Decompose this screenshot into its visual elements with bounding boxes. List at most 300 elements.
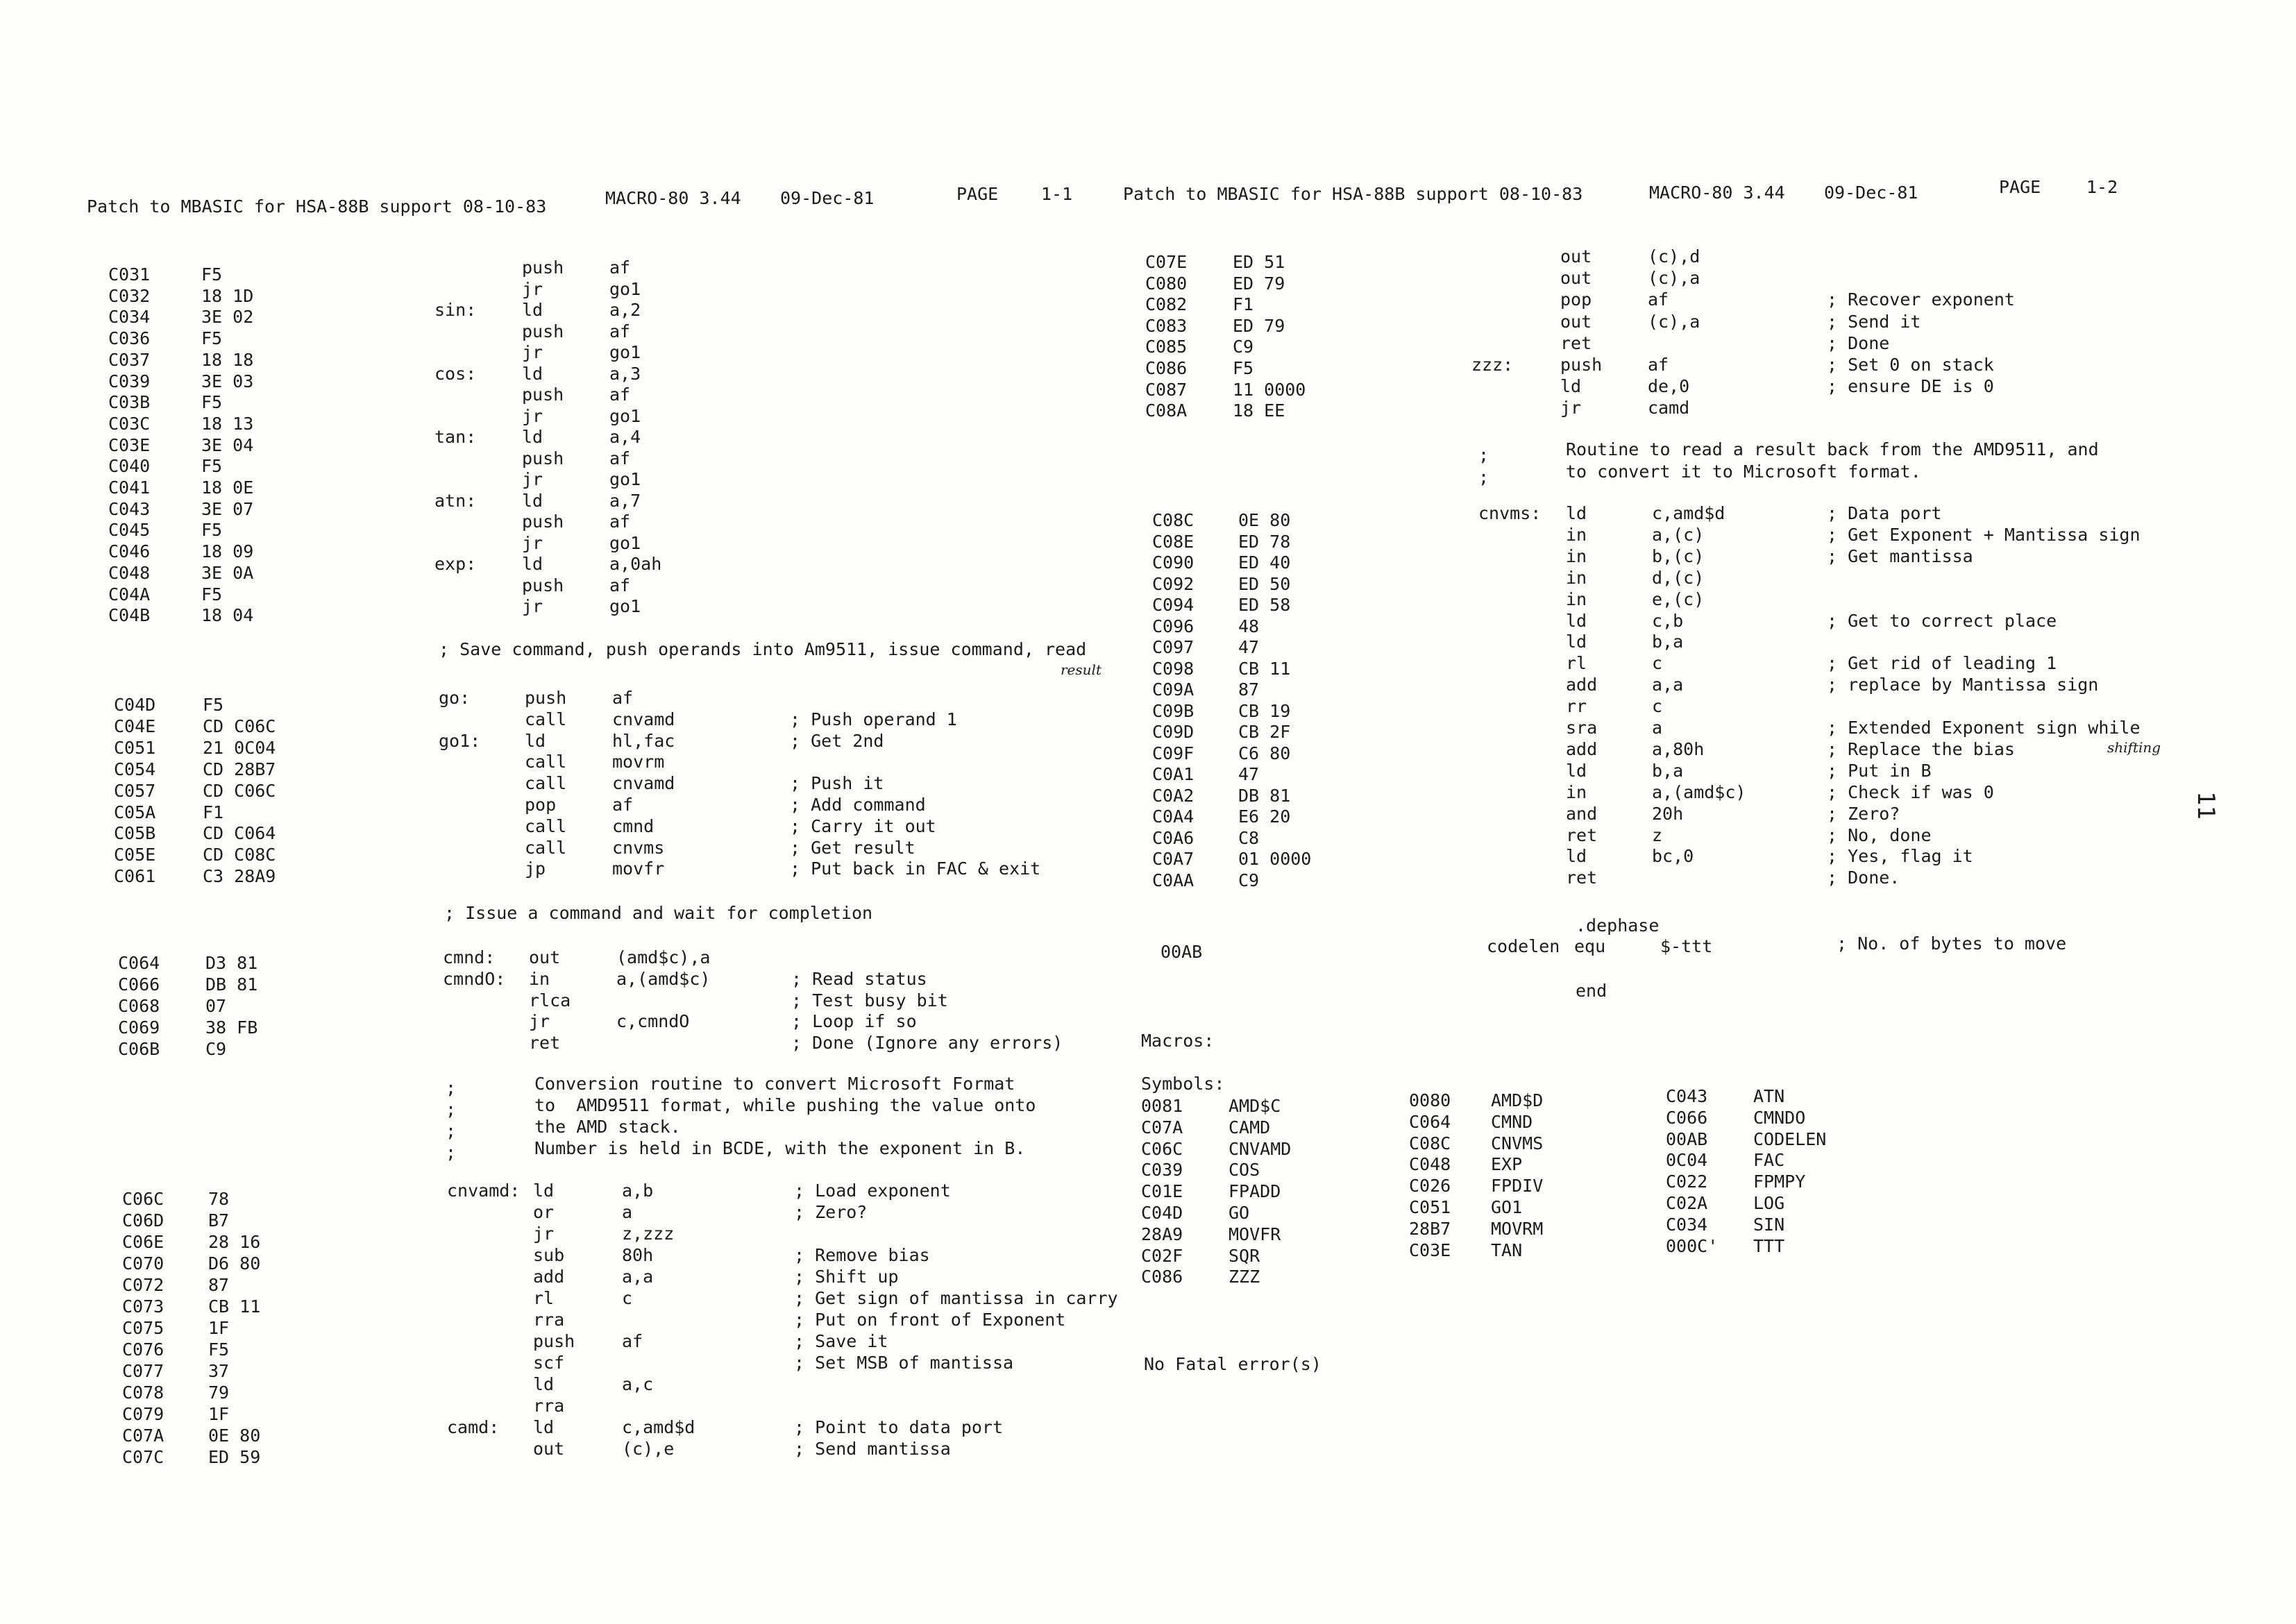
page2-page-number: 1-2	[2086, 177, 2118, 197]
address-cell: C05B	[114, 823, 156, 844]
object-code-cell: F5	[208, 1339, 230, 1360]
object-code-cell: ED 59	[208, 1447, 261, 1467]
mnemonic: in	[1566, 567, 1587, 588]
address-cell: C06E	[122, 1232, 164, 1252]
address-cell: C054	[114, 759, 156, 779]
object-code-cell: ED 78	[1238, 531, 1291, 552]
line-comment: ; Get sign of mantissa in carry	[794, 1288, 1118, 1308]
symbol-value: C051	[1409, 1197, 1451, 1217]
operand: af	[612, 688, 634, 708]
object-code-cell: 1F	[208, 1318, 230, 1338]
address-cell: C040	[108, 456, 151, 477]
operand: 80h	[622, 1245, 654, 1265]
address-cell: C086	[1145, 358, 1188, 378]
symbol-name: SIN	[1753, 1214, 1785, 1235]
object-code-cell: CB 11	[208, 1296, 261, 1317]
address-cell: C06B	[118, 1039, 160, 1059]
object-code-cell: 3E 02	[201, 307, 254, 328]
symbol-value: 000C'	[1666, 1235, 1719, 1256]
address-cell: C046	[108, 541, 151, 562]
operand: cnvamd	[612, 773, 675, 794]
source-label: go:	[439, 688, 471, 708]
symbol-name: ATN	[1753, 1086, 1785, 1106]
address-cell: C07A	[122, 1426, 164, 1446]
line-comment: ; Check if was 0	[1827, 781, 1994, 802]
symbol-name: LOG	[1753, 1193, 1785, 1213]
comment-conversion-line1: Conversion routine to convert Microsoft Format	[534, 1074, 1015, 1094]
mnemonic: ld	[533, 1417, 555, 1437]
operand: (c),d	[1648, 246, 1700, 267]
line-comment: ; Read status	[791, 968, 927, 989]
mnemonic: push	[533, 1331, 575, 1351]
operand: c,cmndO	[616, 1011, 690, 1032]
object-code-cell: E6 20	[1238, 806, 1291, 827]
operand: (c),a	[1648, 268, 1700, 289]
address-cell: C072	[122, 1275, 164, 1295]
dephase-directive: .dephase	[1576, 915, 1660, 936]
line-comment: ; Push operand 1	[790, 709, 957, 729]
page1-date: 09-Dec-81	[780, 188, 875, 208]
page2-date: 09-Dec-81	[1824, 183, 1918, 203]
mnemonic: push	[522, 257, 564, 278]
address-cell: C096	[1152, 616, 1195, 636]
address-cell: C039	[108, 371, 151, 391]
mnemonic: push	[522, 448, 564, 468]
mnemonic: ld	[1560, 376, 1582, 397]
address-cell: C098	[1152, 658, 1195, 679]
object-code-cell: 87	[1238, 679, 1260, 700]
line-comment: ; Set 0 on stack	[1827, 355, 1994, 375]
operand: (c),a	[1648, 311, 1700, 332]
operand: movrm	[612, 752, 665, 772]
object-code-cell: CB 19	[1238, 700, 1291, 721]
macros-label: Macros:	[1141, 1031, 1215, 1051]
mnemonic: pop	[1560, 289, 1592, 310]
mnemonic: ret	[1566, 868, 1598, 888]
symbol-name: EXP	[1491, 1154, 1523, 1175]
operand: a,(amd$c)	[1652, 781, 1746, 802]
mnemonic: scf	[533, 1353, 565, 1373]
address-cell: C083	[1145, 315, 1188, 336]
mnemonic: push	[522, 575, 564, 595]
object-code-cell: 28 16	[208, 1232, 261, 1252]
symbol-name: CNVAMD	[1229, 1138, 1292, 1159]
symbol-value: C03E	[1409, 1240, 1451, 1260]
comment-semicolon: ;	[446, 1142, 457, 1162]
mnemonic: in	[1566, 781, 1587, 802]
line-comment: ; Data port	[1827, 503, 1942, 523]
mnemonic: add	[1566, 675, 1598, 695]
operand: a	[622, 1202, 633, 1222]
mnemonic: call	[525, 752, 567, 772]
operand: af	[609, 511, 631, 532]
symbol-name: FAC	[1753, 1150, 1785, 1171]
mnemonic: in	[1566, 589, 1587, 609]
operand: go1	[609, 469, 641, 489]
operand: c,b	[1652, 610, 1684, 631]
line-comment: ; Add command	[790, 795, 926, 815]
object-code-cell: B7	[208, 1210, 230, 1230]
object-code-cell: 47	[1238, 764, 1260, 784]
address-cell: C03E	[108, 434, 151, 455]
address-cell: C032	[108, 285, 151, 306]
symbol-value: C02F	[1141, 1245, 1183, 1266]
line-comment: ; Save it	[794, 1331, 888, 1351]
comment-semicolon: ;	[446, 1121, 457, 1141]
symbol-value: C02A	[1666, 1193, 1708, 1213]
object-code-cell: C3 28A9	[203, 866, 276, 887]
object-code-cell: 0E 80	[208, 1426, 261, 1446]
page2-title: Patch to MBASIC for HSA-88B support 08-10-83	[1123, 184, 1583, 204]
line-comment: ; Replace the bias	[1827, 738, 2015, 759]
operand: go1	[609, 342, 641, 362]
object-code-cell: F5	[1233, 358, 1254, 378]
mnemonic: jr	[529, 1011, 550, 1032]
symbol-value: 28B7	[1409, 1218, 1451, 1239]
operand: d,(c)	[1652, 567, 1705, 588]
symbol-name: COS	[1229, 1160, 1260, 1181]
operand: c,amd$d	[1652, 503, 1725, 523]
operand: go1	[609, 405, 641, 426]
line-comment: ; Done (Ignore any errors)	[791, 1033, 1063, 1054]
mnemonic: ld	[1566, 610, 1587, 631]
object-code-cell: F5	[201, 520, 223, 541]
operand: c	[622, 1288, 633, 1308]
line-comment: ; Send mantissa	[794, 1439, 951, 1459]
mnemonic: jr	[522, 278, 543, 299]
mnemonic: ld	[522, 490, 543, 511]
symbol-value: C039	[1141, 1160, 1183, 1181]
address-cell: C04D	[114, 695, 156, 715]
address-cell: C04A	[108, 584, 151, 604]
address-cell: C051	[114, 737, 156, 758]
comment-conversion-line3: the AMD stack.	[534, 1117, 681, 1137]
address-cell: C092	[1152, 573, 1195, 594]
line-comment: ; Push it	[790, 773, 884, 794]
line-comment: ; Point to data port	[794, 1417, 1004, 1437]
operand: af	[622, 1331, 643, 1351]
object-code-cell: CD C06C	[203, 716, 276, 736]
object-code-cell: 18 0E	[201, 477, 254, 498]
mnemonic: in	[1566, 524, 1587, 545]
address-cell: C080	[1145, 273, 1188, 294]
comment-semicolon: ;	[1478, 445, 1489, 465]
object-code-cell: F5	[201, 392, 223, 413]
address-cell: C08A	[1145, 400, 1188, 421]
object-code-cell: F5	[203, 695, 224, 715]
symbol-value: 0C04	[1666, 1150, 1708, 1171]
mnemonic: ld	[522, 427, 543, 447]
line-comment: ; Get Exponent + Mantissa sign	[1827, 524, 2141, 545]
object-code-cell: 78	[208, 1189, 230, 1209]
operand: af	[1648, 289, 1669, 310]
mnemonic: rra	[533, 1310, 565, 1330]
symbol-name: CAMD	[1229, 1117, 1271, 1137]
operand: c	[1652, 653, 1663, 674]
address-cell: C04E	[114, 716, 156, 736]
object-code-cell: F1	[1233, 294, 1254, 315]
symbol-value: C064	[1409, 1111, 1451, 1132]
mnemonic: out	[533, 1439, 565, 1459]
symbols-label: Symbols:	[1141, 1074, 1225, 1094]
object-code-cell: 47	[1238, 637, 1260, 657]
address-cell: C070	[122, 1253, 164, 1274]
address-cell: C085	[1145, 337, 1188, 357]
mnemonic: rlca	[529, 990, 571, 1010]
mnemonic: in	[1566, 545, 1587, 566]
operand: af	[609, 257, 631, 278]
mnemonic: jp	[525, 858, 546, 879]
object-code-cell: CD C08C	[203, 845, 276, 865]
operand: 20h	[1652, 803, 1684, 824]
symbol-name: SQR	[1229, 1245, 1260, 1266]
page1-title: Patch to MBASIC for HSA-88B support 08-10-83	[87, 196, 547, 217]
address-cell: C077	[122, 1361, 164, 1381]
symbol-name: MOVFR	[1229, 1224, 1281, 1244]
source-label: cnvamd:	[447, 1181, 521, 1201]
mnemonic: rl	[533, 1288, 555, 1308]
object-code-cell: 18 18	[201, 349, 254, 370]
mnemonic: ld	[1566, 632, 1587, 652]
mnemonic: sra	[1566, 718, 1598, 738]
mnemonic: jr	[522, 405, 543, 426]
object-code-cell: 3E 0A	[201, 562, 254, 583]
mnemonic: ld	[1566, 503, 1587, 523]
object-code-cell: 87	[208, 1275, 230, 1295]
symbol-value: 00AB	[1666, 1128, 1708, 1149]
object-code-cell: CD 28B7	[203, 759, 276, 779]
mnemonic: ld	[522, 554, 543, 574]
address-cell: C05E	[114, 845, 156, 865]
source-label: exp:	[434, 554, 477, 574]
codelen-op: equ	[1574, 936, 1606, 956]
operand: a,80h	[1652, 738, 1705, 759]
source-label: cnvms:	[1478, 503, 1542, 523]
page1-page-label: PAGE	[956, 184, 999, 204]
comment-conversion-line2: to AMD9511 format, while pushing the value onto	[534, 1095, 1036, 1115]
operand: cmnd	[612, 815, 655, 836]
object-code-cell: ED 79	[1233, 273, 1285, 294]
address-cell: C073	[122, 1296, 164, 1317]
address-cell: C031	[108, 264, 151, 285]
address-cell: C03B	[108, 392, 151, 413]
address-cell: C079	[122, 1404, 164, 1424]
source-label: go1:	[439, 730, 481, 751]
object-code-cell: 48	[1238, 616, 1260, 636]
object-code-cell: C6 80	[1238, 743, 1291, 763]
codelen-comment: ; No. of bytes to move	[1837, 933, 2067, 954]
symbol-name: TAN	[1491, 1240, 1523, 1260]
object-code-cell: F5	[201, 456, 223, 477]
operand: a,4	[609, 427, 641, 447]
symbol-value: C01E	[1141, 1181, 1183, 1202]
address-cell: C097	[1152, 637, 1195, 657]
object-code-cell: 18 1D	[201, 285, 254, 306]
page2-page-label: PAGE	[1999, 177, 2041, 197]
address-cell: C0A1	[1152, 764, 1195, 784]
symbol-value: C043	[1666, 1086, 1708, 1106]
mnemonic: out	[1560, 246, 1592, 267]
object-code-cell: 37	[208, 1361, 230, 1381]
operand: de,0	[1648, 376, 1690, 397]
line-comment: ; Carry it out	[790, 815, 936, 836]
operand: go1	[609, 278, 641, 299]
operand: af	[609, 321, 631, 341]
line-comment: ; Extended Exponent sign while	[1827, 718, 2141, 738]
address-cell: C0A7	[1152, 849, 1195, 869]
line-comment: ; Zero?	[1827, 803, 1900, 824]
object-code-cell: CD C06C	[203, 780, 276, 801]
line-comment: ; Shift up	[794, 1267, 899, 1287]
object-code-cell: F5	[201, 584, 223, 604]
operand: z,zzz	[622, 1224, 675, 1244]
operand: a,0ah	[609, 554, 662, 574]
line-comment: ; Done.	[1827, 868, 1900, 888]
end-directive: end	[1576, 981, 1607, 1001]
address-cell: C09F	[1152, 743, 1195, 763]
line-comment: ; Zero?	[794, 1202, 868, 1222]
source-label: zzz:	[1471, 355, 1514, 375]
mnemonic: rl	[1566, 653, 1587, 674]
address-cell: C090	[1152, 552, 1195, 573]
mnemonic: rra	[533, 1396, 565, 1416]
line-comment: ; Recover exponent	[1827, 289, 2015, 310]
mnemonic: or	[533, 1202, 555, 1222]
address-cell: C068	[118, 996, 160, 1016]
symbol-value: C07A	[1141, 1117, 1183, 1137]
source-label: cmndO:	[443, 968, 506, 989]
handwritten-note: result	[1061, 661, 1101, 678]
object-code-cell: CD C064	[203, 823, 276, 844]
object-code-cell: 18 13	[201, 413, 254, 434]
symbol-name: CMNDO	[1753, 1107, 1806, 1128]
operand: (amd$c),a	[616, 947, 711, 967]
operand: af	[609, 575, 631, 595]
side-page-number: 11	[2192, 791, 2220, 820]
symbol-name: AMD$D	[1491, 1090, 1544, 1110]
mnemonic: jr	[522, 532, 543, 553]
address-cell: C094	[1152, 595, 1195, 615]
mnemonic: push	[525, 688, 567, 708]
address-cell: C057	[114, 780, 156, 801]
object-code-cell: C9	[1238, 870, 1260, 890]
operand: bc,0	[1652, 846, 1694, 867]
mnemonic: sub	[533, 1245, 565, 1265]
comment-routine-line1: Routine to read a result back from the AMD9511, and	[1566, 439, 2099, 459]
mnemonic: add	[533, 1267, 565, 1287]
operand: (c),e	[622, 1439, 675, 1459]
object-code-cell: ED 79	[1233, 315, 1285, 336]
operand: a,c	[622, 1374, 654, 1394]
symbol-value: C026	[1409, 1176, 1451, 1196]
symbol-value: C06C	[1141, 1138, 1183, 1159]
mnemonic: push	[1560, 355, 1603, 375]
address-cell: C08C	[1152, 510, 1195, 530]
object-code-cell: ED 50	[1238, 573, 1291, 594]
comment-semicolon: ;	[446, 1099, 457, 1119]
errors-summary: No Fatal error(s)	[1144, 1354, 1322, 1374]
object-code-cell: 3E 07	[201, 498, 254, 519]
object-code-cell: CB 2F	[1238, 722, 1291, 742]
mnemonic: ld	[533, 1181, 555, 1201]
symbol-value: C066	[1666, 1107, 1708, 1128]
mnemonic: pop	[525, 795, 557, 815]
mnemonic: call	[525, 815, 567, 836]
operand: af	[609, 448, 631, 468]
mnemonic: out	[1560, 268, 1592, 289]
comment-save-command: ; Save command, push operands into Am9511, issue command, read	[439, 639, 1087, 659]
operand: go1	[609, 596, 641, 616]
address-cell: C04B	[108, 605, 151, 626]
mnemonic: ret	[529, 1033, 561, 1054]
line-comment: ; Remove bias	[794, 1245, 930, 1265]
mnemonic: push	[522, 511, 564, 532]
operand: hl,fac	[612, 730, 675, 751]
object-code-cell: 21 0C04	[203, 737, 276, 758]
object-code-cell: 07	[205, 996, 227, 1016]
source-label: camd:	[447, 1417, 500, 1437]
symbol-name: FPDIV	[1491, 1176, 1544, 1196]
symbol-value: 0080	[1409, 1090, 1451, 1110]
address-cell: C03C	[108, 413, 151, 434]
object-code-cell: 18 EE	[1233, 400, 1285, 421]
address-cell: C036	[108, 328, 151, 349]
symbol-value: C048	[1409, 1154, 1451, 1175]
mnemonic: ld	[525, 730, 546, 751]
object-code-cell: F5	[201, 328, 223, 349]
mnemonic: ld	[1566, 846, 1587, 867]
mnemonic: jr	[522, 342, 543, 362]
mnemonic: out	[1560, 311, 1592, 332]
line-comment: ; No, done	[1827, 824, 1932, 845]
source-label: cmnd:	[443, 947, 496, 967]
object-code-cell: 18 04	[201, 605, 254, 626]
address-cell: C0A6	[1152, 827, 1195, 848]
operand: a,b	[622, 1181, 654, 1201]
address-cell: C07C	[122, 1447, 164, 1467]
address-cell: C041	[108, 477, 151, 498]
address-cell: C043	[108, 498, 151, 519]
line-comment: ; Put in B	[1827, 760, 1932, 781]
operand: movfr	[612, 858, 665, 879]
symbol-name: CNVMS	[1491, 1133, 1544, 1153]
address-cell: C06D	[122, 1210, 164, 1230]
mnemonic: ld	[533, 1374, 555, 1394]
symbol-value: C08C	[1409, 1133, 1451, 1153]
symbol-value: C04D	[1141, 1203, 1183, 1223]
line-comment: ; Get 2nd	[790, 730, 884, 751]
address-cell: C066	[118, 974, 160, 995]
address-cell: C0A2	[1152, 785, 1195, 806]
codelen-label: codelen	[1487, 936, 1560, 956]
symbol-name: ZZZ	[1229, 1267, 1260, 1287]
source-label: tan:	[434, 427, 477, 447]
address-cell: C037	[108, 349, 151, 370]
object-code-cell: C9	[205, 1039, 227, 1059]
object-code-cell: ED 58	[1238, 595, 1291, 615]
address-cell: C087	[1145, 379, 1188, 400]
object-code-cell: 11 0000	[1233, 379, 1306, 400]
mnemonic: in	[529, 968, 550, 989]
comment-semicolon: ;	[1478, 467, 1489, 487]
object-code-cell: 79	[208, 1382, 230, 1403]
mnemonic: ld	[1566, 760, 1587, 781]
line-comment: ; replace by Mantissa sign	[1827, 675, 2099, 695]
end-address: 00AB	[1160, 942, 1203, 962]
object-code-cell: F5	[201, 264, 223, 285]
operand: b,(c)	[1652, 545, 1705, 566]
operand: c	[1652, 696, 1663, 717]
